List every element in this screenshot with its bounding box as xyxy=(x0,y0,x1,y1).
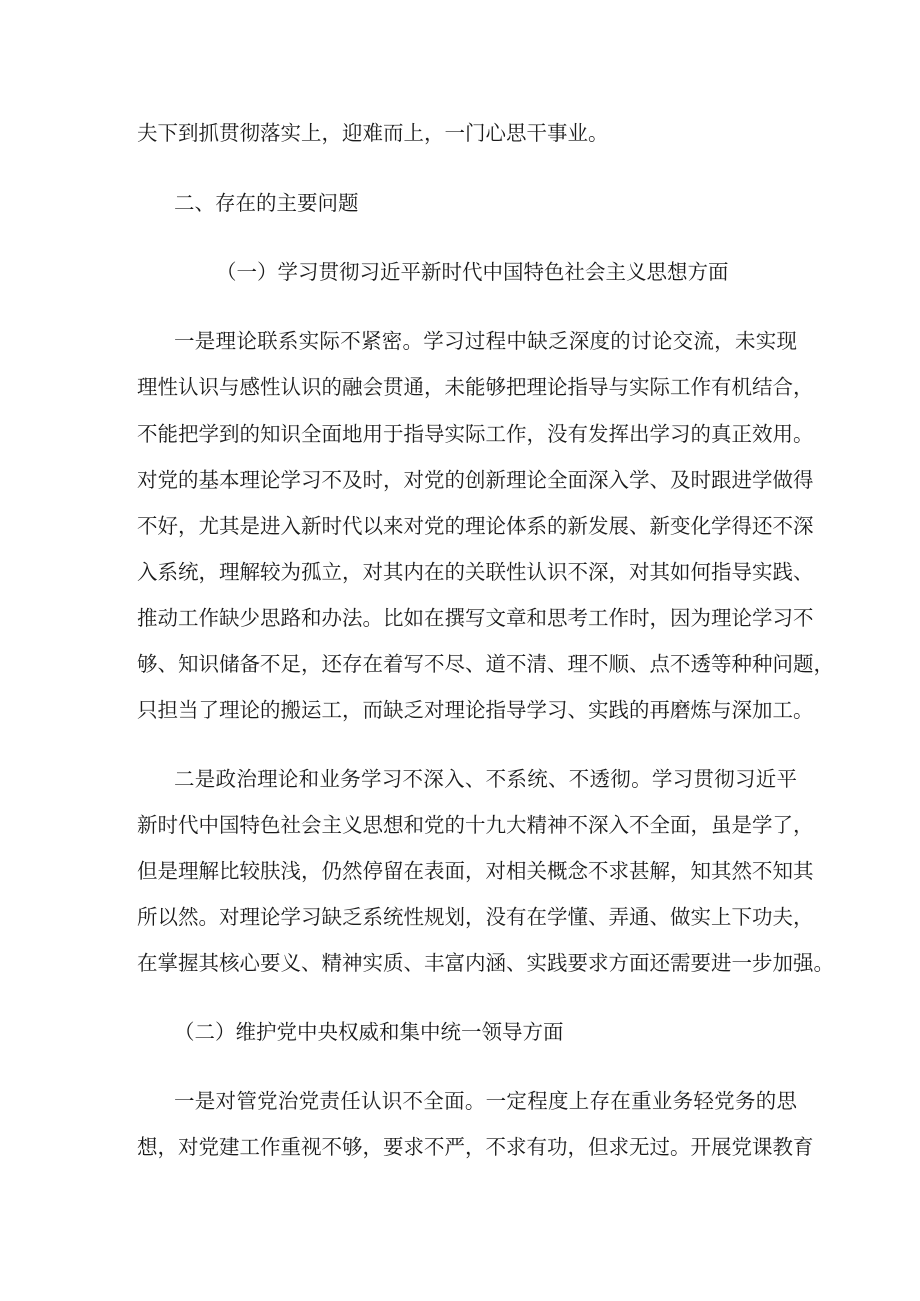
paragraph-line: 二是政治理论和业务学习不深入、不系统、不透彻。学习贯彻习近平 xyxy=(174,767,797,791)
subsection-two-title: （二）维护党中央权威和集中统一领导方面 xyxy=(174,1020,564,1044)
paragraph-line: 推动工作缺少思路和办法。比如在撰写文章和思考工作时，因为理论学习不 xyxy=(137,606,814,630)
paragraph-line: 够、知识储备不足，还存在着写不尽、道不清、理不顺、点不透等种种问题， xyxy=(137,652,834,676)
subsection-one-title: （一）学习贯彻习近平新时代中国特色社会主义思想方面 xyxy=(216,260,729,284)
paragraph-line: 不能把学到的知识全面地用于指导实际工作，没有发挥出学习的真正效用。 xyxy=(137,422,814,446)
paragraph-line: 在掌握其核心要义、精神实质、丰富内涵、实践要求方面还需要进一步加强。 xyxy=(137,951,834,975)
paragraph-line: 但是理解比较肤浅，仍然停留在表面，对相关概念不求甚解，知其然不知其 xyxy=(137,859,814,883)
paragraph-line: 新时代中国特色社会主义思想和党的十九大精神不深入不全面，虽是学了， xyxy=(137,813,814,837)
paragraph-line: 一是对管党治党责任认识不全面。一定程度上存在重业务轻党务的思 xyxy=(174,1089,797,1113)
paragraph-line: 对党的基本理论学习不及时，对党的创新理论全面深入学、及时跟进学做得 xyxy=(137,468,814,492)
paragraph-line: 不好，尤其是进入新时代以来对党的理论体系的新发展、新变化学得还不深 xyxy=(137,514,814,538)
section-two-title: 二、存在的主要问题 xyxy=(174,191,359,215)
intro-tail-line: 夫下到抓贯彻落实上，迎难而上，一门心思干事业。 xyxy=(137,121,609,145)
paragraph-line: 只担当了理论的搬运工，而缺乏对理论指导学习、实践的再磨炼与深加工。 xyxy=(137,698,814,722)
paragraph-line: 一是理论联系实际不紧密。学习过程中缺乏深度的讨论交流，未实现 xyxy=(174,329,797,353)
paragraph-line: 所以然。对理论学习缺乏系统性规划，没有在学懂、弄通、做实上下功夫， xyxy=(137,905,814,929)
paragraph-line: 想，对党建工作重视不够，要求不严，不求有功，但求无过。开展党课教育 xyxy=(137,1135,814,1159)
paragraph-line: 理性认识与感性认识的融会贯通，未能够把理论指导与实际工作有机结合， xyxy=(137,375,814,399)
paragraph-line: 入系统，理解较为孤立，对其内在的关联性认识不深，对其如何指导实践、 xyxy=(137,560,814,584)
